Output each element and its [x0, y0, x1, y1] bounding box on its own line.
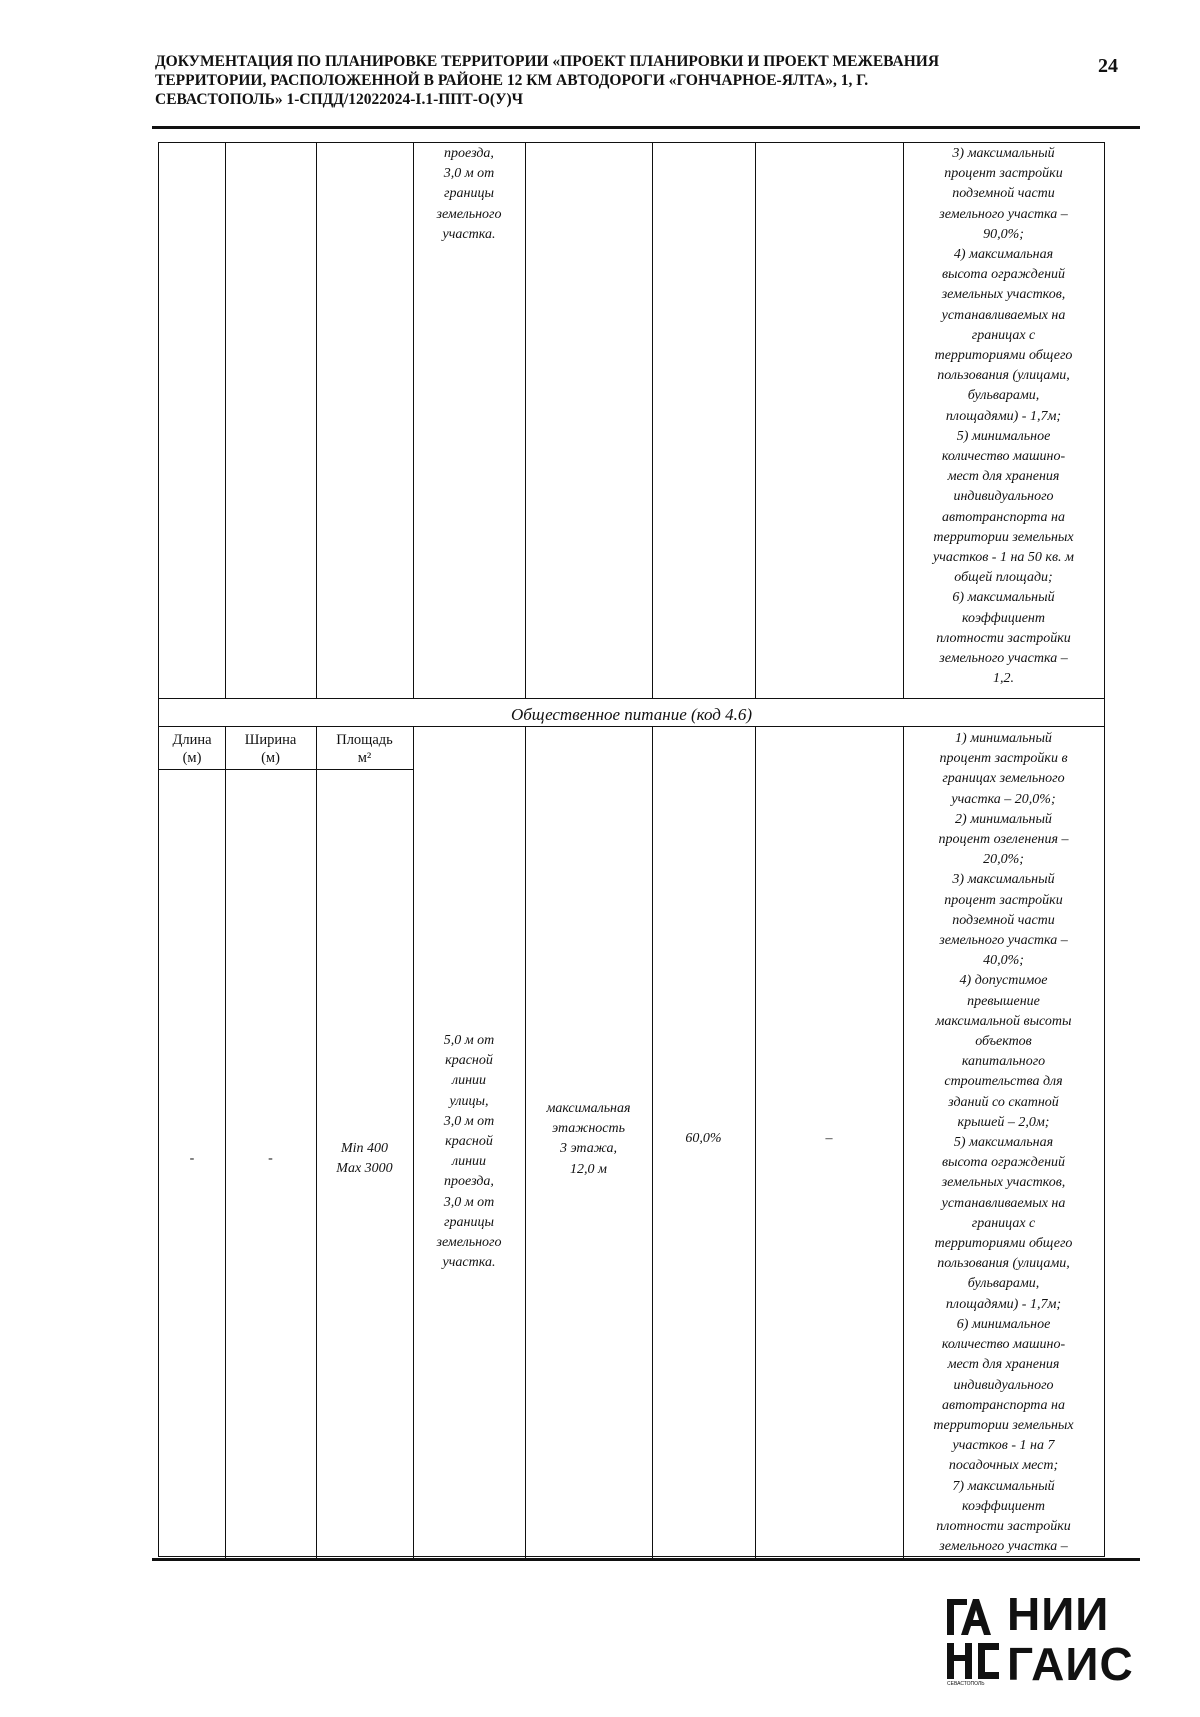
cell-line: земельных участков,: [941, 1175, 1066, 1191]
logo-line-1: НИИ: [1007, 1588, 1110, 1640]
company-logo: [945, 1588, 1134, 1690]
coverage-value: 60,0%: [685, 1131, 722, 1146]
cell-line: посадочных мест;: [948, 1458, 1059, 1474]
cell-line: индивидуального: [953, 1377, 1054, 1393]
document-header: [155, 52, 1060, 109]
col-divider: [652, 143, 653, 698]
regulations-table: [158, 142, 1105, 1557]
cell-line: мест для хранения: [947, 469, 1060, 485]
area-max: Max 3000: [336, 1161, 393, 1177]
cell-line: земельных участков,: [941, 287, 1066, 303]
header-unit: (м): [261, 750, 280, 766]
cell-line: 3) максимальный: [952, 146, 1055, 161]
height-value: [525, 1099, 652, 1180]
cell-line: пользования (улицами,: [937, 368, 1070, 384]
cell-line: пользования (улицами,: [937, 1256, 1070, 1272]
logo-caption: СЕВАСТОПОЛЬ: [947, 1681, 985, 1687]
cell-line: процент озеленения –: [938, 832, 1069, 848]
cell-line: плотности застройки: [936, 630, 1071, 646]
cell-line: 3,0 м от: [443, 166, 495, 182]
cell-line: подземной части: [952, 912, 1055, 928]
header-unit: м²: [357, 750, 372, 766]
header-rule: [152, 126, 1140, 129]
cell-line: максимальной высоты: [935, 1013, 1072, 1029]
setback-value: [413, 1031, 525, 1273]
cell-line: 5) максимальная: [953, 1135, 1054, 1151]
cell-line: 5) минимальное: [956, 428, 1051, 444]
cell-line: участка.: [442, 1255, 496, 1271]
cell-line: автотранспорта на: [942, 509, 1065, 525]
cell-line: 6) максимальный: [952, 590, 1055, 606]
params-value: [903, 729, 1104, 1557]
cell-line: участка.: [442, 226, 496, 242]
cell-line: общей площади;: [954, 570, 1053, 586]
cell-line: мест для хранения: [947, 1357, 1060, 1373]
area-value: [316, 1139, 413, 1179]
header-text: Площадь: [336, 732, 393, 748]
cell-line: 4) допустимое: [959, 973, 1048, 989]
cell-line: участков - 1 на 7: [952, 1438, 1055, 1454]
cell-line: территориями общего: [934, 1236, 1073, 1252]
cell-line: 40,0%;: [983, 953, 1024, 969]
column-header-width: [225, 731, 316, 767]
cell-line: проезда,: [444, 1174, 494, 1190]
cell-line: процент застройки в: [939, 751, 1068, 767]
cell-line: территории земельных: [933, 1417, 1074, 1433]
cell-line: земельного участка –: [939, 1539, 1068, 1555]
col-divider: [225, 726, 226, 1558]
cell-line: линии: [451, 1073, 487, 1089]
header-text: Длина: [172, 732, 212, 748]
width-value: -: [268, 1151, 273, 1166]
cell-line: плотности застройки: [936, 1518, 1071, 1534]
cell-line: процент застройки: [944, 166, 1063, 182]
column-header-area: [316, 731, 413, 767]
cell-line: 3 этажа,: [559, 1141, 618, 1157]
cell-line: коэффициент: [962, 1498, 1045, 1514]
cell-line: участков - 1 на 50 кв. м: [933, 550, 1074, 566]
cell-line: земельного: [436, 206, 502, 222]
cell-line: границах с: [971, 1215, 1036, 1231]
cell-line: земельного участка –: [939, 206, 1068, 222]
cell-line: проезда,: [444, 146, 494, 161]
cell-line: площадями) - 1,7м;: [945, 1296, 1062, 1312]
cell-line: земельного: [436, 1235, 502, 1251]
cell-line: территории земельных: [933, 529, 1074, 545]
logo-text: [1007, 1589, 1134, 1689]
cell-line: земельного участка –: [939, 933, 1068, 949]
cell-line: земельного участка –: [939, 651, 1068, 667]
cell-line: участка – 20,0%;: [951, 791, 1056, 807]
cell-line: строительства для: [944, 1074, 1063, 1090]
area-min: Min 400: [340, 1141, 389, 1156]
cell-line: красной: [445, 1053, 493, 1069]
cell-line: 7) максимальный: [952, 1478, 1055, 1494]
cell-line: бульварами,: [967, 1276, 1040, 1292]
cell-line: границы: [444, 186, 494, 202]
cell-line: устанавливаемых на: [941, 307, 1066, 323]
cell-line: автотранспорта на: [942, 1397, 1065, 1413]
header-line-3: СЕВАСТОПОЛЬ» 1-СПДД/12022024-І.1-ППТ-О(У)Ч: [155, 91, 523, 108]
cell-line: 1) минимальный: [955, 731, 1052, 746]
section-title: Общественное питание (код 4.6): [510, 705, 753, 724]
logo-line-2: ГАИС: [1007, 1638, 1134, 1690]
cell-line: территориями общего: [934, 348, 1073, 364]
cell-line: 4) максимальная: [953, 247, 1054, 263]
header-text: Ширина: [244, 732, 297, 748]
cell-line: 3,0 м от: [443, 1194, 495, 1210]
cell-line: количество машино-: [941, 449, 1066, 465]
cell-line: 90,0%;: [983, 226, 1024, 242]
cell-line: границах земельного: [942, 771, 1065, 787]
cell-line: коэффициент: [962, 610, 1045, 626]
column-header-length: [159, 731, 225, 767]
cell-line: 20,0%;: [983, 852, 1024, 868]
header-unit: (м): [182, 750, 202, 766]
cell-line: максимальная: [546, 1101, 631, 1116]
cell-line: 3) максимальный: [952, 872, 1055, 888]
cell-line: процент застройки: [944, 892, 1063, 908]
cell-line: количество машино-: [941, 1337, 1066, 1353]
header-line-1: ДОКУМЕНТАЦИЯ ПО ПЛАНИРОВКЕ ТЕРРИТОРИИ «ПРОЕКТ ПЛАНИРОВКИ И ПРОЕКТ МЕЖЕВАНИЯ: [155, 53, 940, 70]
cell-line: 5,0 м от: [443, 1033, 495, 1048]
col-divider: [316, 143, 317, 698]
length-value: -: [189, 1151, 195, 1166]
cell-line: капитального: [961, 1054, 1046, 1070]
setback-cell-top: [413, 144, 525, 245]
row-divider: [159, 698, 1104, 699]
page-number: 24: [1098, 55, 1118, 77]
other-value: –: [825, 1131, 833, 1146]
cell-line: бульварами,: [967, 388, 1040, 404]
cell-line: зданий со скатной: [948, 1094, 1059, 1110]
col-divider: [525, 143, 526, 698]
cell-line: 12,0 м: [570, 1161, 607, 1177]
col-divider: [755, 143, 756, 698]
params-cell-top: [903, 144, 1104, 689]
cell-line: индивидуального: [953, 489, 1054, 505]
cell-line: подземной части: [952, 186, 1055, 202]
cell-line: 3,0 м от: [443, 1113, 495, 1129]
cell-line: высота ограждений: [941, 267, 1066, 283]
cell-line: устанавливаемых на: [941, 1195, 1066, 1211]
cell-line: 2) минимальный: [955, 811, 1052, 827]
header-line-2: ТЕРРИТОРИИ, РАСПОЛОЖЕННОЙ В РАЙОНЕ 12 КМ АВТОДОРОГИ «ГОНЧАРНОЕ-ЯЛТА», 1, Г.: [155, 72, 869, 89]
row-divider: [159, 726, 1104, 727]
row-divider: [159, 769, 413, 770]
cell-line: границах с: [971, 327, 1036, 343]
cell-line: этажность: [552, 1121, 625, 1137]
cell-line: границы: [444, 1214, 494, 1230]
cell-line: улицы,: [449, 1093, 489, 1109]
cell-line: превышение: [967, 993, 1040, 1009]
logo-mark-icon: [945, 1595, 1003, 1690]
cell-line: высота ограждений: [941, 1155, 1066, 1171]
cell-line: крышей – 2,0м;: [957, 1114, 1050, 1130]
cell-line: объектов: [975, 1034, 1032, 1050]
cell-line: красной: [445, 1134, 493, 1150]
cell-line: площадями) - 1,7м;: [945, 408, 1062, 424]
cell-line: 1,2.: [993, 671, 1014, 687]
col-divider: [225, 143, 226, 698]
cell-line: 6) минимальное: [956, 1316, 1051, 1332]
cell-line: линии: [451, 1154, 487, 1170]
footer-rule: [152, 1558, 1140, 1561]
